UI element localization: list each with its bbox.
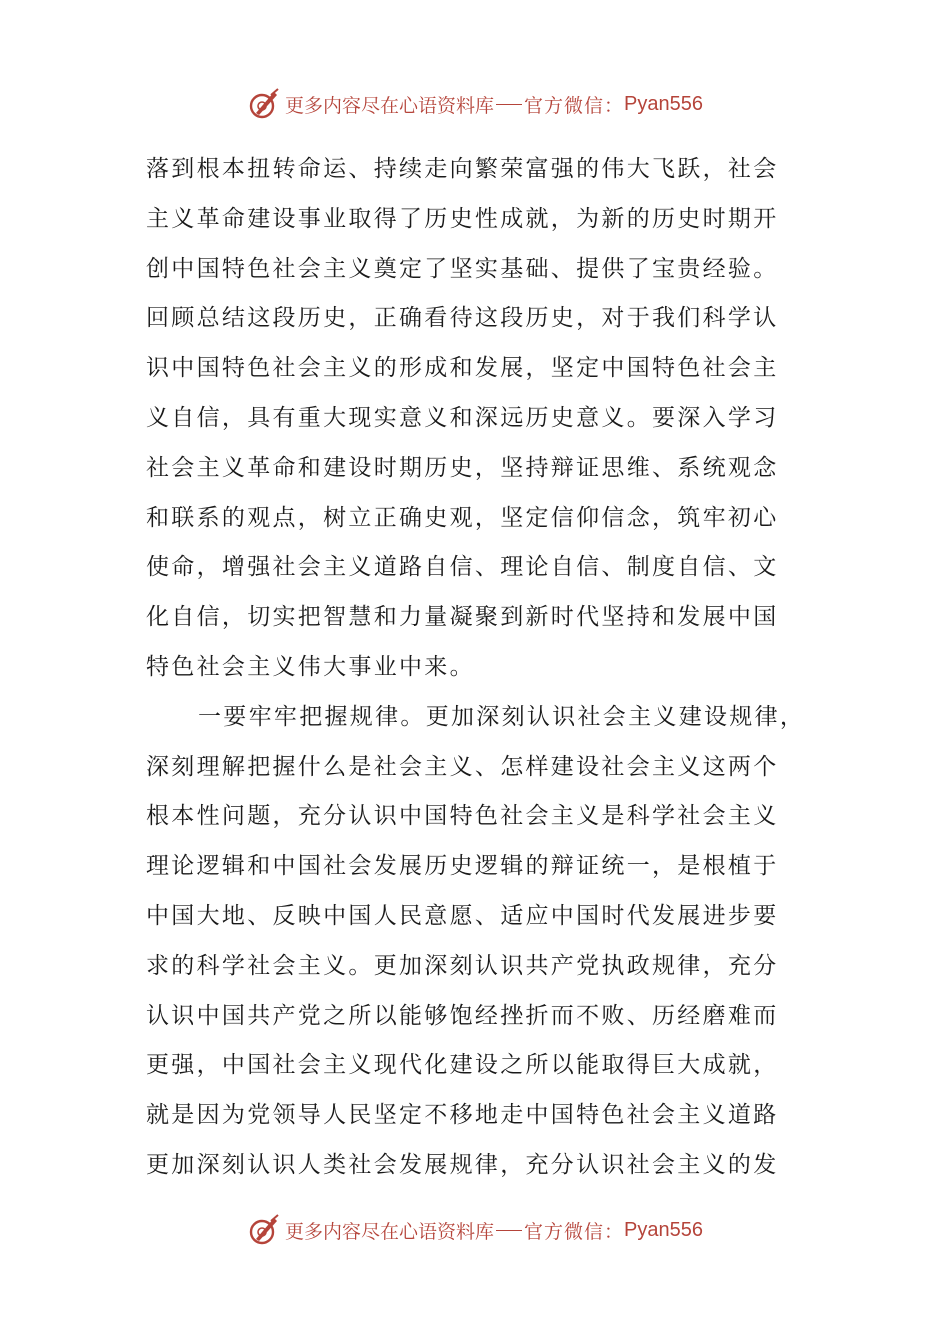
text-line: 理论逻辑和中国社会发展历史逻辑的辩证统一，是根植于: [146, 853, 779, 880]
text-line: 使命，增强社会主义道路自信、理论自信、制度自信、文: [146, 554, 779, 581]
footer-watermark: [0, 1210, 950, 1250]
watermark-dash: [496, 1230, 522, 1231]
text-line: 和联系的观点，树立正确史观，坚定信仰信念，筑牢初心: [146, 504, 779, 531]
text-line: 创中国特色社会主义奠定了坚实基础、提供了宝贵经验。: [146, 255, 779, 282]
text-line: 回顾总结这段历史，正确看待这段历史，对于我们科学认: [146, 305, 779, 332]
text-line: 识中国特色社会主义的形成和发展，坚定中国特色社会主: [146, 355, 779, 382]
text-line: 义自信，具有重大现实意义和深远历史意义。要深入学习: [146, 404, 779, 431]
text-line: 中国大地、反映中国人民意愿、适应中国时代发展进步要: [146, 902, 779, 929]
watermark-wechat-id: Pyan556: [624, 92, 703, 115]
document-body: [146, 145, 826, 1191]
watermark-text: 更多内容尽在心语资料库: [285, 94, 495, 117]
watermark-wechat-id: Pyan556: [624, 1218, 703, 1241]
text-line: 认识中国共产党之所以能够饱经挫折而不败、历经磨难而: [146, 1002, 779, 1029]
text-line: 根本性问题，充分认识中国特色社会主义是科学社会主义: [146, 803, 779, 830]
text-line: 更强，中国社会主义现代化建设之所以能取得巨大成就，: [146, 1052, 779, 1079]
text-line: 落到根本扭转命运、持续走向繁荣富强的伟大飞跃，社会: [146, 156, 779, 182]
watermark-suffix: 官方微信：: [524, 1220, 625, 1243]
paragraph-start-line: 一要牢牢把握规律。更加深刻认识社会主义建设规律，: [198, 703, 806, 730]
text-line: 更加深刻认识人类社会发展规律，充分认识社会主义的发: [146, 1151, 779, 1178]
text-line: 化自信，切实把智慧和力量凝聚到新时代坚持和发展中国: [146, 604, 779, 631]
quill-logo-icon: [247, 87, 281, 121]
text-line: 主义革命建设事业取得了历史性成就，为新的历史时期开: [146, 205, 779, 232]
watermark-suffix: 官方微信：: [524, 94, 625, 117]
text-line: 特色社会主义伟大事业中来。: [146, 653, 475, 680]
header-watermark: [0, 84, 950, 124]
text-line: 社会主义革命和建设时期历史，坚持辩证思维、系统观念: [146, 454, 779, 481]
watermark-text: 更多内容尽在心语资料库: [285, 1220, 495, 1243]
text-line: 求的科学社会主义。更加深刻认识共产党执政规律，充分: [146, 952, 779, 979]
text-line: 深刻理解把握什么是社会主义、怎样建设社会主义这两个: [146, 753, 779, 780]
watermark-dash: [496, 104, 522, 105]
quill-logo-icon: [247, 1213, 281, 1247]
text-line: 就是因为党领导人民坚定不移地走中国特色社会主义道路: [146, 1102, 779, 1129]
